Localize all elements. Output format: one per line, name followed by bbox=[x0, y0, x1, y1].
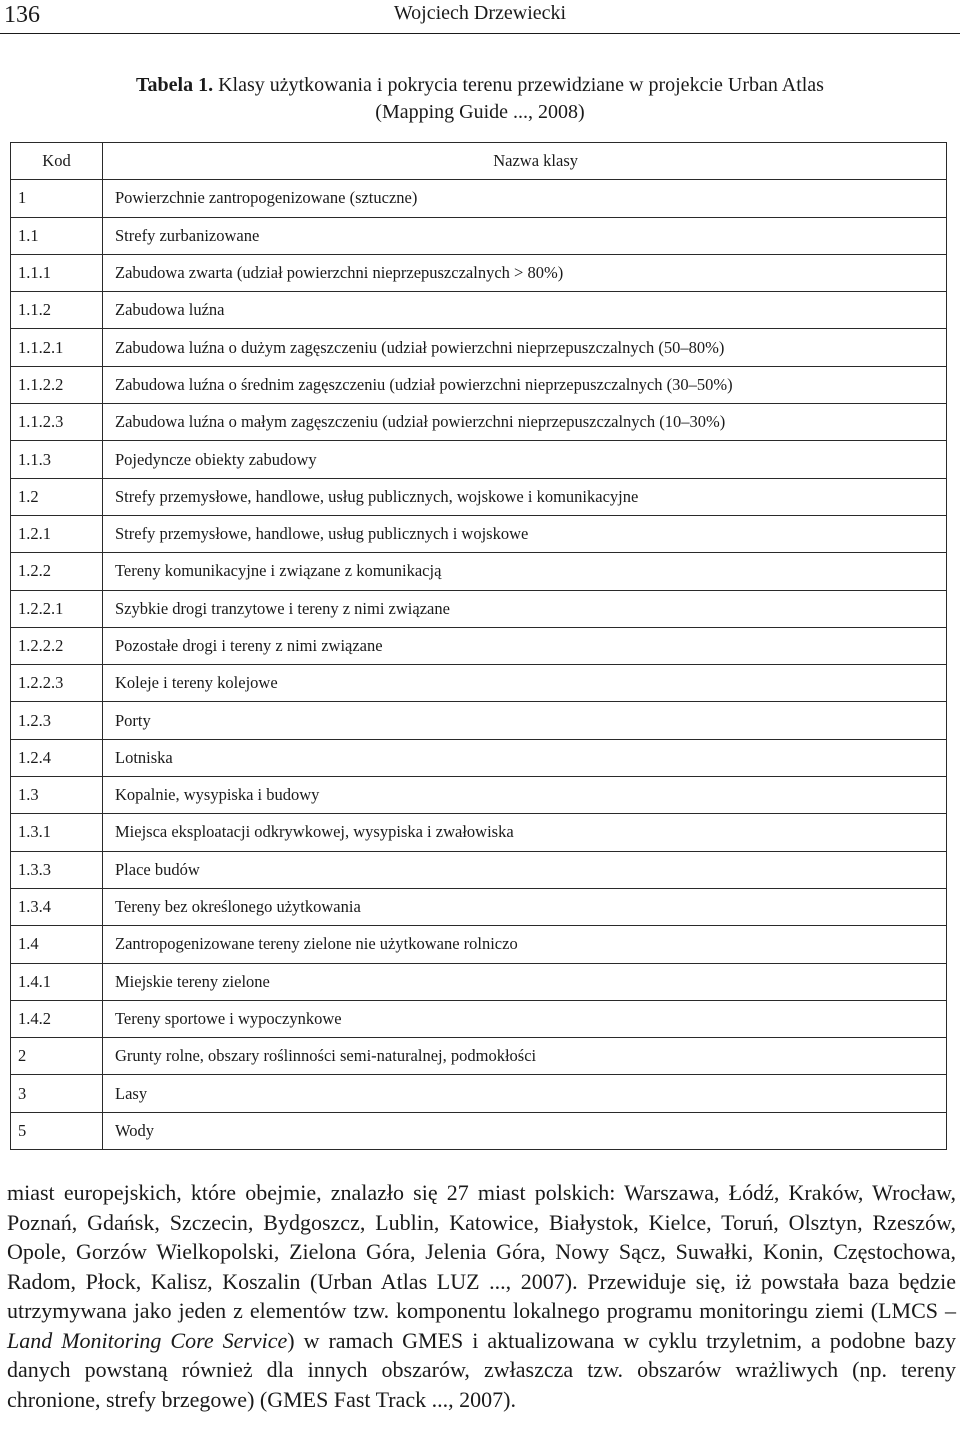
table-row bbox=[11, 329, 947, 366]
class-code: 1.1.3 bbox=[11, 441, 103, 478]
land-cover-classes-table bbox=[10, 142, 947, 1150]
table-row bbox=[11, 590, 947, 627]
class-name: Zabudowa luźna o średnim zagęszczeniu (udział powierzchni nieprzepuszczalnych (30–50%) bbox=[103, 366, 947, 403]
table-row bbox=[11, 888, 947, 925]
table-row bbox=[11, 180, 947, 217]
table-header-row bbox=[11, 143, 947, 180]
class-code: 1.1.2 bbox=[11, 292, 103, 329]
class-name: Miejskie tereny zielone bbox=[103, 963, 947, 1000]
header-rule bbox=[0, 33, 960, 34]
class-code: 1.1.1 bbox=[11, 254, 103, 291]
class-code: 1.4.1 bbox=[11, 963, 103, 1000]
class-name: Zantropogenizowane tereny zielone nie użytkowane rolniczo bbox=[103, 926, 947, 963]
caption-source: (Mapping Guide ..., 2008) bbox=[375, 101, 585, 123]
class-code: 5 bbox=[11, 1112, 103, 1149]
class-code: 1.4.2 bbox=[11, 1000, 103, 1037]
table-row bbox=[11, 366, 947, 403]
class-name: Zabudowa zwarta (udział powierzchni nieprzepuszczalnych > 80%) bbox=[103, 254, 947, 291]
class-code: 1.4 bbox=[11, 926, 103, 963]
page-number: 136 bbox=[4, 2, 40, 28]
class-name: Porty bbox=[103, 702, 947, 739]
class-name: Zabudowa luźna o małym zagęszczeniu (udział powierzchni nieprzepuszczalnych (10–30%) bbox=[103, 404, 947, 441]
class-code: 1 bbox=[11, 180, 103, 217]
table-row bbox=[11, 404, 947, 441]
class-name: Powierzchnie zantropogenizowane (sztuczne) bbox=[103, 180, 947, 217]
class-code: 1.2.2.2 bbox=[11, 627, 103, 664]
class-name: Pozostałe drogi i tereny z nimi związane bbox=[103, 627, 947, 664]
table-row bbox=[11, 441, 947, 478]
class-name: Tereny komunikacyjne i związane z komunikacją bbox=[103, 553, 947, 590]
table-caption bbox=[90, 72, 870, 126]
class-name: Lasy bbox=[103, 1075, 947, 1112]
class-code: 1.2.3 bbox=[11, 702, 103, 739]
class-name: Zabudowa luźna o dużym zagęszczeniu (udział powierzchni nieprzepuszczalnych (50–80%) bbox=[103, 329, 947, 366]
class-name: Strefy zurbanizowane bbox=[103, 217, 947, 254]
body-text-end: ) w ramach GMES i aktualizowana w cyklu trzyletnim, a podobne bazy danych powstaną również dla innych obszarów, zwłaszcza tzw. obszarów wrażliwych (np. tereny chronione, strefy brzegowe) (GMES Fast Track ..., 2007). bbox=[7, 1327, 956, 1412]
class-name: Strefy przemysłowe, handlowe, usług publicznych, wojskowe i komunikacyjne bbox=[103, 478, 947, 515]
table-row bbox=[11, 1000, 947, 1037]
class-code: 3 bbox=[11, 1075, 103, 1112]
class-code: 1.1.2.3 bbox=[11, 404, 103, 441]
body-text-start: miast europejskich, które obejmie, znalazło się 27 miast polskich: Warszawa, Łódź, Kraków, Wrocław, Poznań, Gdańsk, Szczecin, Bydgoszcz, Lublin, Katowice, Białystok, Kielce, Toruń, Olsztyn, Rzeszów, Opole, Gorzów Wielkopolski, Zielona Góra, Jelenia Góra, Nowy Sącz, Suwałki, Konin, Częstochowa, Radom, Płock, Kalisz, Koszalin (Urban Atlas LUZ ..., 2007). Przewiduje się, iż powstała baza będzie utrzymywana jako jeden z elementów tzw. komponentu lokalnego programu monitoringu ziemi (LMCS – bbox=[7, 1180, 956, 1323]
table-row bbox=[11, 1075, 947, 1112]
class-name: Tereny sportowe i wypoczynkowe bbox=[103, 1000, 947, 1037]
table-row bbox=[11, 217, 947, 254]
table-row bbox=[11, 777, 947, 814]
table-body bbox=[11, 180, 947, 1150]
class-name: Miejsca eksploatacji odkrywkowej, wysypiska i zwałowiska bbox=[103, 814, 947, 851]
body-italic-term: Land Monitoring Core Service bbox=[7, 1327, 288, 1353]
class-name: Kopalnie, wysypiska i budowy bbox=[103, 777, 947, 814]
table-row bbox=[11, 926, 947, 963]
table-row bbox=[11, 1112, 947, 1149]
caption-label: Tabela 1. bbox=[136, 74, 214, 96]
class-code: 1.2.4 bbox=[11, 739, 103, 776]
class-name: Pojedyncze obiekty zabudowy bbox=[103, 441, 947, 478]
class-name: Szybkie drogi tranzytowe i tereny z nimi związane bbox=[103, 590, 947, 627]
class-code: 1.1.2.1 bbox=[11, 329, 103, 366]
class-code: 1.2 bbox=[11, 478, 103, 515]
table-row bbox=[11, 963, 947, 1000]
table-row bbox=[11, 1038, 947, 1075]
class-name: Strefy przemysłowe, handlowe, usług publicznych i wojskowe bbox=[103, 515, 947, 552]
class-code: 1.1 bbox=[11, 217, 103, 254]
table-row bbox=[11, 814, 947, 851]
table-row bbox=[11, 515, 947, 552]
class-code: 1.2.1 bbox=[11, 515, 103, 552]
class-code: 1.3 bbox=[11, 777, 103, 814]
class-name: Lotniska bbox=[103, 739, 947, 776]
column-header-name: Nazwa klasy bbox=[103, 143, 947, 180]
class-code: 2 bbox=[11, 1038, 103, 1075]
table-row bbox=[11, 553, 947, 590]
column-header-code: Kod bbox=[11, 143, 103, 180]
table-row bbox=[11, 478, 947, 515]
class-name: Place budów bbox=[103, 851, 947, 888]
caption-title: Klasy użytkowania i pokrycia terenu przewidziane w projekcie Urban Atlas bbox=[218, 74, 824, 96]
table-row bbox=[11, 627, 947, 664]
running-head-author: Wojciech Drzewiecki bbox=[393, 2, 567, 24]
class-name: Koleje i tereny kolejowe bbox=[103, 665, 947, 702]
table-row bbox=[11, 292, 947, 329]
class-code: 1.2.2.1 bbox=[11, 590, 103, 627]
class-name: Tereny bez określonego użytkowania bbox=[103, 888, 947, 925]
class-code: 1.3.4 bbox=[11, 888, 103, 925]
class-code: 1.1.2.2 bbox=[11, 366, 103, 403]
table-row bbox=[11, 702, 947, 739]
body-paragraph bbox=[7, 1178, 956, 1414]
class-code: 1.2.2.3 bbox=[11, 665, 103, 702]
table-row bbox=[11, 254, 947, 291]
table-row bbox=[11, 665, 947, 702]
table-row bbox=[11, 739, 947, 776]
table-row bbox=[11, 851, 947, 888]
class-code: 1.2.2 bbox=[11, 553, 103, 590]
class-code: 1.3.3 bbox=[11, 851, 103, 888]
class-name: Wody bbox=[103, 1112, 947, 1149]
class-code: 1.3.1 bbox=[11, 814, 103, 851]
class-name: Zabudowa luźna bbox=[103, 292, 947, 329]
class-name: Grunty rolne, obszary roślinności semi-naturalnej, podmokłości bbox=[103, 1038, 947, 1075]
